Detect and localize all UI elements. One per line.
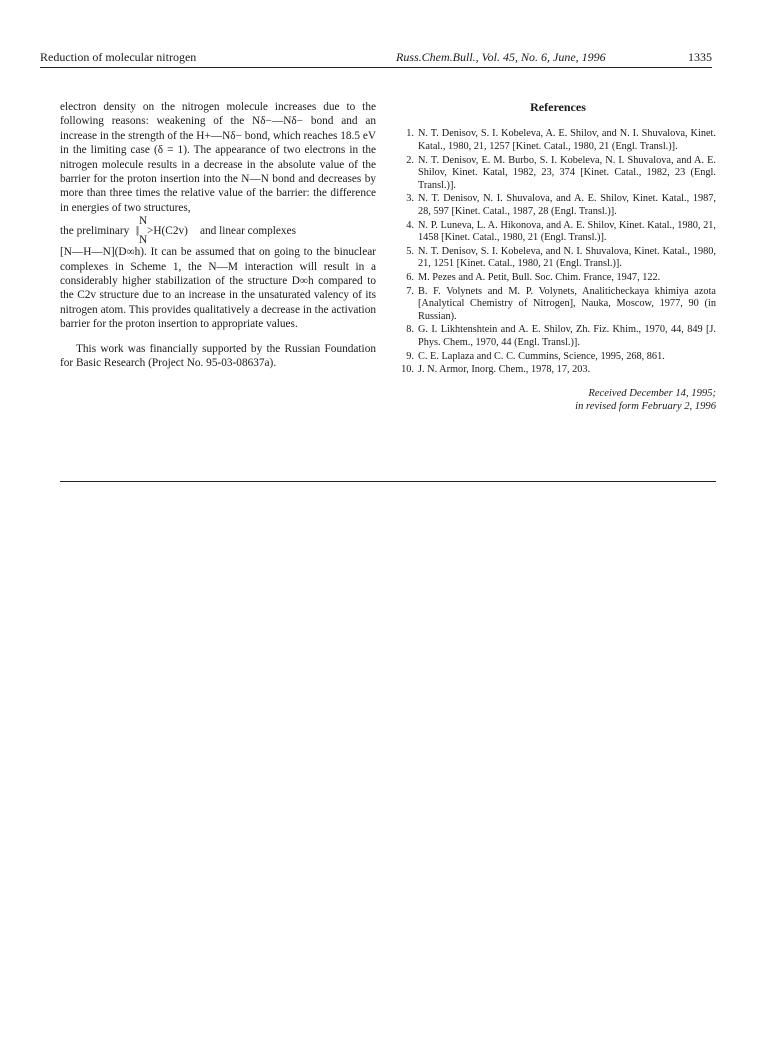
struct-suffix: and linear complexes: [200, 225, 296, 238]
right-column: [400, 100, 716, 413]
reference-item: [400, 272, 716, 285]
references-heading: References: [530, 100, 586, 114]
reference-text: C. E. Laplaza and C. C. Cummins, Science, 1995, 268, 861.: [418, 350, 665, 362]
structure-formula-line: [60, 215, 376, 245]
reference-text: B. F. Volynets and M. P. Volynets, Analiticheckaya khimiya azota [Analytical Chemistry of Nitrogen], Nauka, Moscow, 1977, 90 (in Russian).: [418, 285, 716, 322]
acknowledgement-paragraph: This work was financially supported by the Russian Foundation for Basic Research (Project No. 95-03-08637a).: [60, 342, 376, 370]
reference-item: [400, 324, 716, 349]
header-journal-citation: Russ.Chem.Bull., Vol. 45, No. 6, June, 1996: [396, 50, 606, 64]
reference-number: 6.: [406, 271, 414, 283]
body-paragraph-1-continued: [N—H—N](D∞h). It can be assumed that on going to the binuclear complexes in Scheme 1, the N—M interaction will result in a considerably higher stabilization of the structure D∞h compared to the C2v structure due to an increase in the unsaturated valency of its nitrogen atom. This provides qualitatively a decrease in the activation barrier for the proton insertion to appropriate values.: [60, 246, 376, 331]
reference-text: N. P. Luneva, L. A. Hikonova, and A. E. Shilov, Kinet. Katal., 1980, 21, 1458 [Kinet. Catal., 1980, 21 (Engl. Transl.)].: [418, 219, 716, 244]
references-list: [400, 128, 716, 376]
received-line: Received December 14, 1995;: [588, 387, 716, 399]
header-rule: [40, 67, 712, 68]
struct-n-bottom: N: [139, 234, 148, 247]
reference-number: 1.: [406, 128, 414, 140]
reference-text: M. Pezes and A. Petit, Bull. Soc. Chim. France, 1947, 122.: [418, 271, 661, 283]
reference-number: 8.: [406, 324, 414, 336]
reference-item: [400, 364, 716, 377]
reference-item: [400, 286, 716, 324]
reference-number: 3.: [406, 193, 414, 205]
struct-n-top: N: [139, 215, 148, 228]
footer-rule: [60, 481, 716, 482]
struct-triple-bond: ||: [136, 225, 139, 237]
struct-formula: >H(C2v): [147, 225, 188, 238]
reference-number: 5.: [406, 245, 414, 257]
reference-item: [400, 220, 716, 245]
reference-number: 2.: [406, 154, 414, 166]
reference-item: [400, 246, 716, 271]
body-paragraph-1: electron density on the nitrogen molecule increases due to the following reasons: weakening of the Nδ−—Nδ− bond and an increase in the strength of the H+—Nδ− bond, which reaches 18.5 eV in the limiting case (δ = 1). The appearance of two electrons in the nitrogen molecule results in a decrease in the absolute value of the barrier for the proton insertion into the N—N bond and decreases by more than three times the relative value of the barrier: the difference in energies of two structures,: [60, 101, 376, 214]
header-section-title: Reduction of molecular nitrogen: [40, 50, 197, 64]
revised-line: in revised form February 2, 1996: [575, 400, 716, 412]
reference-number: 10.: [401, 364, 414, 376]
struct-prefix: the preliminary: [60, 225, 130, 238]
reference-number: 4.: [406, 219, 414, 231]
header-page-number: 1335: [688, 50, 712, 64]
reference-number: 7.: [406, 285, 414, 297]
reference-item: [400, 193, 716, 218]
reference-text: N. T. Denisov, E. M. Burbo, S. I. Kobeleva, N. I. Shuvalova, and A. E. Shilov, Kinet. Katal, 1982, 23, 374 [Kinet. Catal., 1982, 23 (Engl. Transl.)].: [418, 154, 716, 191]
reference-number: 9.: [406, 350, 414, 362]
reference-item: [400, 128, 716, 153]
reference-item: [400, 155, 716, 193]
reference-item: [400, 351, 716, 364]
received-dates: [400, 387, 716, 413]
reference-text: J. N. Armor, Inorg. Chem., 1978, 17, 203.: [418, 364, 591, 376]
reference-text: G. I. Likhtenshtein and A. E. Shilov, Zh. Fiz. Khim., 1970, 44, 849 [J. Phys. Chem., 1970, 44 (Engl. Transl.)].: [418, 324, 716, 348]
left-column: [60, 100, 376, 371]
reference-text: N. T. Denisov, S. I. Kobeleva, A. E. Shilov, and N. I. Shuvalova, Kinet. Katal., 1980, 21, 1257 [Kinet. Catal., 1980, 21 (Engl. Transl.)].: [418, 128, 716, 152]
reference-text: N. T. Denisov, N. I. Shuvalova, and A. E. Shilov, Kinet. Katal., 1987, 28, 597 [Kinet. Catal., 1987, 28 (Engl. Transl.)].: [418, 193, 716, 217]
reference-text: N. T. Denisov, S. I. Kobeleva, and N. I. Shuvalova, Kinet. Katal., 1980, 21, 1251 [Kinet. Catal., 1980, 21 (Engl. Transl.)].: [418, 245, 716, 270]
running-header: [40, 50, 712, 66]
